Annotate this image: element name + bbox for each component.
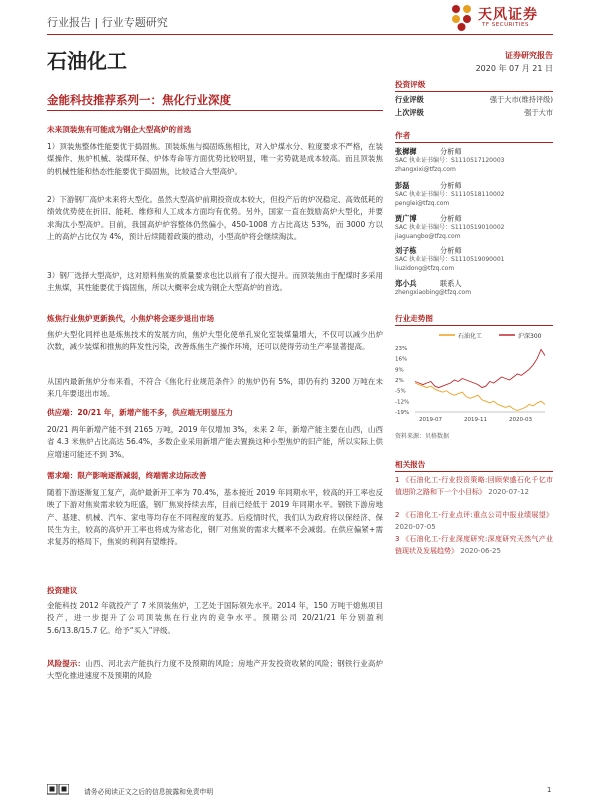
analyst-name: 彭磊 (395, 181, 410, 190)
rating-value: 强于大市 (524, 108, 553, 117)
related-heading: 相关报告 (395, 460, 426, 469)
paragraph: 3）钢厂选择大型高炉，这对原料焦炭的质量要求也比以前有了很大提升。而顶装焦由于配煤时多采用主焦煤，其性能要优于捣固焦，所以大概率会成为钢企大型高炉的首选。 (47, 271, 383, 293)
x-tick-label: 2019-11 (464, 417, 487, 423)
related-report[interactable] (395, 475, 553, 498)
legend-label-0: 石油化工 (458, 333, 483, 340)
analyst-role: 分析师 (440, 181, 462, 190)
analyst-email[interactable]: liuzidong@tfzq.com (395, 264, 455, 272)
related-report[interactable] (395, 510, 553, 533)
analyst-name: 贾广博 (395, 214, 417, 223)
section-heading: 供应端：20/21 年，新增产能不多，供应端无明显压力 (47, 408, 234, 417)
series-line-0 (415, 383, 545, 411)
trend-heading: 行业走势图 (395, 314, 433, 323)
paragraph: 2）下游钢厂高炉未来将大型化。虽然大型高炉前期投资成本较大，但投产后的炉况稳定、高效低耗的绩效优势使在折旧、能耗、维修和人工成本方面均有优势。另外，国家一直在鼓励高炉大型化，并要求淘汰小型高炉。目前，我国高炉炉容整体仍然偏小，450-1008 方占比高达 53%，而 3000 方以上的高炉占比仅为 4%，预计后续随着政策的推动，小型高炉将会继续淘汰。 (47, 195, 383, 241)
paragraph: 焦炉大型化同样也是炼焦技术的发展方向，焦炉大型化使单孔炭化室装煤量增大，不仅可以减少出炉次数，减少装煤和推焦的阵发性污染，改善炼焦生产操作环境，还可以使得劳动生产率显著提高。 (47, 330, 383, 352)
sidebar-divider (395, 91, 553, 92)
rating-row (395, 95, 553, 105)
analyst-card (395, 214, 553, 241)
logo-text-en: TF SECURITIES (482, 22, 529, 28)
industry-trend-chart (395, 328, 553, 428)
sidebar-divider (395, 471, 553, 472)
analyst-cert: SAC 执业证书编号：S1110519010002 (395, 224, 505, 231)
section-heading: 需求端：限产影响逐渐减弱，终端需求边际改善 (47, 471, 207, 480)
disclaimer-footer: 请务必阅读正文之后的信息披露和免责申明 (84, 788, 214, 796)
analyst-card (395, 181, 553, 208)
y-tick-label: -12% (395, 399, 410, 406)
analyst-role: 分析师 (440, 147, 462, 156)
related-report-date: 2020-06-25 (460, 546, 501, 555)
related-report-title[interactable]: 1 《石油化工-行业投资策略:回顾荣盛石化千亿市值进阶之路和下一个小目标》 (395, 476, 553, 496)
report-date: 2020 年 07 月 21 日 (475, 64, 553, 73)
analyst-cert: SAC 执业证书编号：S1110519090001 (395, 256, 505, 263)
analyst-email[interactable]: jiaguangbo@tfzq.com (395, 232, 461, 240)
report-category: 行业报告 | 行业专题研究 (47, 16, 168, 29)
chart-legend (439, 332, 542, 340)
sector-title: 石油化工 (47, 49, 127, 73)
analyst-card (395, 279, 553, 298)
sidebar-divider (395, 142, 553, 143)
section-heading: 投资建议 (47, 586, 78, 595)
analyst-email[interactable]: zhengxiaobing@tfzq.com (395, 289, 472, 296)
related-report-date: 2020-07-05 (395, 522, 436, 531)
x-tick-label: 2020-03 (509, 417, 532, 423)
page-number: 1 (547, 786, 552, 794)
analyst-role: 分析师 (440, 246, 462, 255)
analyst-name: 刘子栋 (395, 246, 417, 255)
y-tick-label: 9% (395, 367, 404, 374)
paragraph: 1）顶装焦整体性能要优于捣固焦。顶装炼焦与捣固炼焦相比，对入炉煤水分、粒度要求不严格，在装煤操作、焦炉机械、装煤环保、炉体寿命等方面优势比较明显，唯一劣势就是成本较高。而且顶装焦的机械性能和热态性能要优于捣固焦，比较适合大型高炉。 (47, 142, 383, 176)
section-heading: 炼焦行业焦炉更新换代，小焦炉将会逐步退出市场 (47, 314, 215, 323)
analyst-role: 分析师 (440, 214, 462, 223)
rating-value: 强于大市(维持评级) (489, 95, 553, 104)
logo-text-cn: 天风证券 (478, 7, 538, 23)
title-divider (47, 110, 383, 111)
header-divider (47, 34, 553, 35)
analyst-email[interactable]: zhangxixi@tfzq.com (395, 165, 456, 173)
rating-heading: 投资评级 (395, 80, 426, 89)
rating-key: 行业评级 (395, 95, 424, 104)
y-tick-label: -19% (395, 410, 410, 416)
risk-paragraph (47, 658, 383, 683)
related-report[interactable] (395, 534, 553, 557)
analyst-email[interactable]: penglei@tfzq.com (395, 199, 450, 207)
section-heading: 未来顶装焦有可能成为钢企大型高炉的首选 (47, 125, 192, 134)
related-report-date: 2020-07-12 (488, 487, 529, 496)
analyst-name: 郑小兵 (395, 279, 417, 288)
risk-label: 风险提示： (47, 659, 86, 668)
analyst-role: 联系人 (440, 279, 462, 288)
qr-code-icon (47, 784, 69, 795)
analyst-name: 张樨樨 (395, 147, 417, 156)
risk-text: 山西、河北去产能执行力度不及预期的风险；房地产开发投资收紧的风险；钢铁行业高炉大型化推进速度不及预期的风险 (47, 659, 384, 681)
y-tick-label: 16% (395, 356, 408, 363)
analyst-cert: SAC 执业证书编号：S1110518110002 (395, 191, 505, 198)
series-line-1 (415, 350, 545, 388)
y-tick-label: -5% (395, 388, 406, 395)
main-title: 金能科技推荐系列一：焦化行业深度 (47, 93, 231, 107)
analyst-cert: SAC 执业证书编号：S1110517120003 (395, 157, 505, 164)
paragraph: 随着下游逐渐复工复产，高炉最新开工率为 70.4%，基本接近 2019 年同期水平，较高的开工率也反映了下游对焦炭需求较为旺盛，钢厂焦炭持续去库，目前已经低于 2019 年同期水平。钢铁下游房地产、基建、机械、汽车、家电等均存在不同程度的复苏。后疫情时代，我们认为政府将以保经济、保民生为主，较高的高炉开工率也将成为常态化，钢厂对焦炭的需求大概率不会减弱。在供应偏紧+需求复苏的格局下，焦炭的利润有望维持。 (47, 488, 383, 547)
paragraph: 20/21 两年新增产能不到 2165 万吨，2019 年仅增加 3%，未来 2 年，新增产能主要在山西，山西省 4.3 米焦炉占比高达 56.4%，多数企业采用新增产能去置换这种小型焦炉的旧产能，所以实际上供应增速可能还不到 3%。 (47, 425, 383, 459)
x-tick-label: 2019-07 (419, 417, 442, 423)
x-axis (419, 417, 532, 423)
related-report-title[interactable]: 2 《石油化工-行业点评:重点公司中报业绩展望》 (395, 511, 553, 519)
chart-source: 资料来源：贝格数据 (395, 433, 450, 440)
analyst-card (395, 147, 553, 174)
rating-key: 上次评级 (395, 108, 424, 117)
chart-series (415, 350, 545, 411)
sidebar-divider (395, 325, 553, 326)
related-report-title[interactable]: 3 《石油化工-行业深度研究:深度研究天然气产业链现状及发展趋势》 (395, 535, 553, 555)
report-type: 证券研究报告 (505, 51, 553, 60)
author-heading: 作者 (395, 131, 411, 140)
logo-mark-icon (447, 2, 477, 32)
paragraph: 金能科技 2012 年就投产了 7 米顶装焦炉，工艺处于国际领先水平。2014 年，150 万吨干熄焦项目投产，进一步提升了公司顶装焦在行业内的竞争水平。预期公司 20/21/21 年分别盈利 5.6/13.8/15.7 亿。给予“买入”评级。 (47, 601, 383, 635)
y-tick-label: 23% (395, 346, 408, 352)
rating-row (395, 108, 553, 118)
legend-label-1: 沪深300 (518, 333, 542, 340)
analyst-card (395, 246, 553, 273)
y-tick-label: 2% (395, 378, 404, 384)
paragraph: 从国内最新焦炉分布来看，不符合《焦化行业规范条件》的焦炉仍有 5%，即仍有约 3200 万吨在未来几年要退出市场。 (47, 377, 383, 399)
